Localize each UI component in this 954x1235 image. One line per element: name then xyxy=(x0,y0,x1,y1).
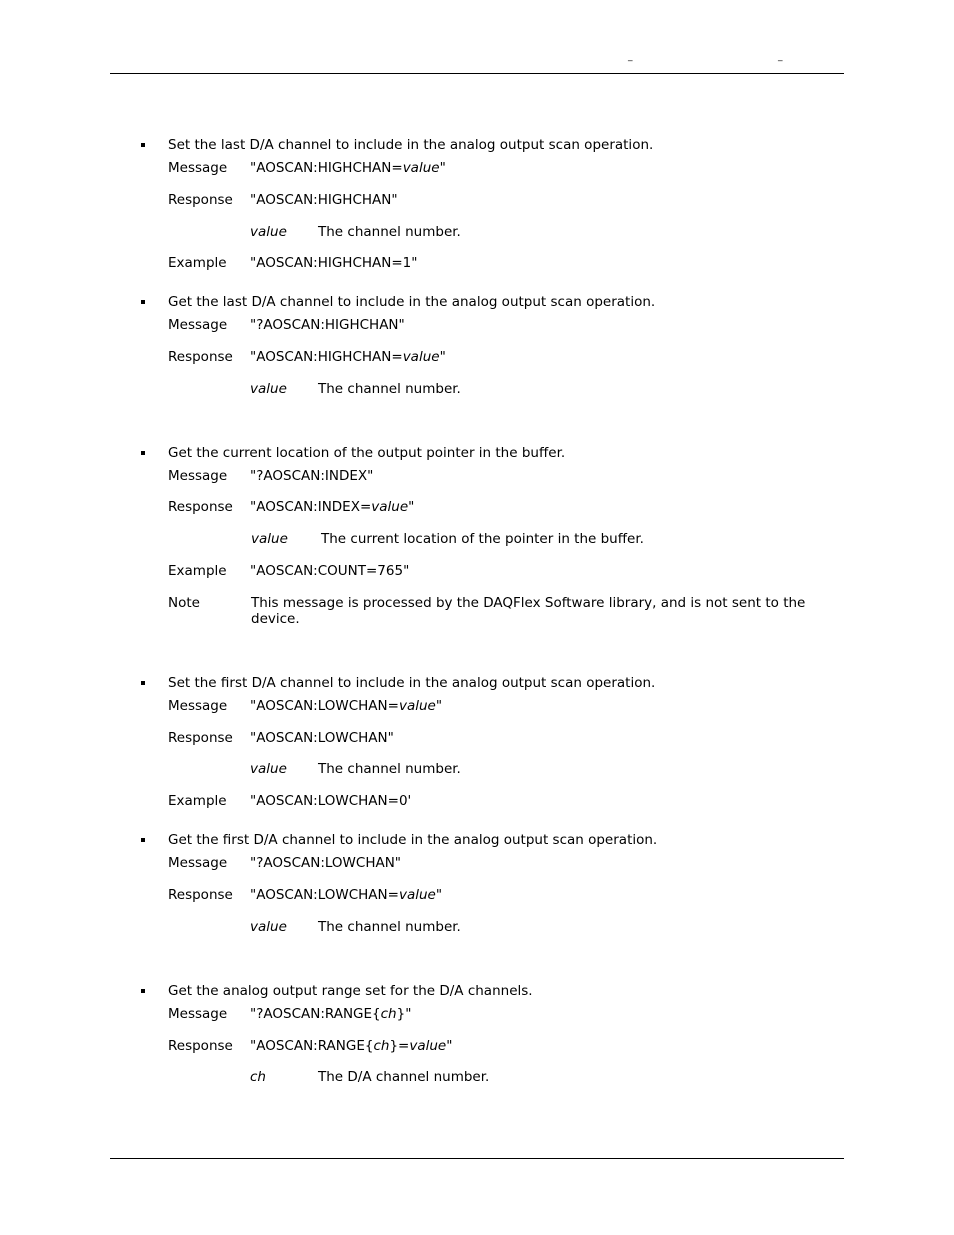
message-label: Message xyxy=(168,1006,228,1022)
message-value: "AOSCAN:LOWCHAN=value" xyxy=(250,698,443,714)
response-label: Response xyxy=(168,192,233,208)
param-description: The channel number. xyxy=(318,919,461,935)
footer-rule xyxy=(110,1158,844,1159)
message-label: Message xyxy=(168,855,228,871)
response-label: Response xyxy=(168,1038,233,1054)
header-mark-right: _ xyxy=(778,52,783,62)
response-value: "AOSCAN:HIGHCHAN" xyxy=(250,192,398,208)
section-description: Get the current location of the output pointer in the buffer. xyxy=(168,445,566,461)
param-name: value xyxy=(250,919,287,935)
message-value: "AOSCAN:HIGHCHAN=value" xyxy=(250,160,446,176)
message-label: Message xyxy=(168,317,228,333)
response-value: "AOSCAN:INDEX=value" xyxy=(250,499,415,515)
message-value: "?AOSCAN:LOWCHAN" xyxy=(250,855,402,871)
param-name: value xyxy=(250,381,287,397)
section-description: Get the analog output range set for the D/A channels. xyxy=(168,983,533,999)
message-label: Message xyxy=(168,468,228,484)
param-name: ch xyxy=(250,1069,266,1085)
message-label: Message xyxy=(168,698,228,714)
example-value: "AOSCAN:HIGHCHAN=1" xyxy=(250,255,418,271)
bullet-marker xyxy=(141,451,145,455)
example-value: "AOSCAN:LOWCHAN=0' xyxy=(250,793,412,809)
response-label: Response xyxy=(168,887,233,903)
note-text: This message is processed by the DAQFlex Software library, and is not sent to the device. xyxy=(251,595,806,627)
message-value: "?AOSCAN:HIGHCHAN" xyxy=(250,317,405,333)
header-rule xyxy=(110,73,844,74)
param-description: The D/A channel number. xyxy=(318,1069,490,1085)
bullet-marker xyxy=(141,300,145,304)
param-name: value xyxy=(250,224,287,240)
bullet-marker xyxy=(141,681,145,685)
bullet-marker xyxy=(141,143,145,147)
param-description: The channel number. xyxy=(318,224,461,240)
example-label: Example xyxy=(168,255,227,271)
section-description: Set the last D/A channel to include in the analog output scan operation. xyxy=(168,137,654,153)
response-label: Response xyxy=(168,730,233,746)
response-value: "AOSCAN:LOWCHAN" xyxy=(250,730,394,746)
param-description: The channel number. xyxy=(318,381,461,397)
example-label: Example xyxy=(168,563,227,579)
section-description: Get the last D/A channel to include in the analog output scan operation. xyxy=(168,294,656,310)
note-label: Note xyxy=(168,595,200,611)
section-description: Set the first D/A channel to include in the analog output scan operation. xyxy=(168,675,656,691)
message-label: Message xyxy=(168,160,228,176)
section-description: Get the first D/A channel to include in the analog output scan operation. xyxy=(168,832,658,848)
response-value: "AOSCAN:LOWCHAN=value" xyxy=(250,887,443,903)
bullet-marker xyxy=(141,989,145,993)
message-value: "?AOSCAN:RANGE{ch}" xyxy=(250,1006,412,1022)
response-label: Response xyxy=(168,349,233,365)
param-name: value xyxy=(250,761,287,777)
example-label: Example xyxy=(168,793,227,809)
param-description: The current location of the pointer in the buffer. xyxy=(321,531,644,547)
response-value: "AOSCAN:RANGE{ch}=value" xyxy=(250,1038,453,1054)
header-mark-left: _ xyxy=(628,52,633,62)
response-value: "AOSCAN:HIGHCHAN=value" xyxy=(250,349,446,365)
param-description: The channel number. xyxy=(318,761,461,777)
message-value: "?AOSCAN:INDEX" xyxy=(250,468,374,484)
param-name: value xyxy=(251,531,288,547)
example-value: "AOSCAN:COUNT=765" xyxy=(250,563,410,579)
bullet-marker xyxy=(141,838,145,842)
response-label: Response xyxy=(168,499,233,515)
